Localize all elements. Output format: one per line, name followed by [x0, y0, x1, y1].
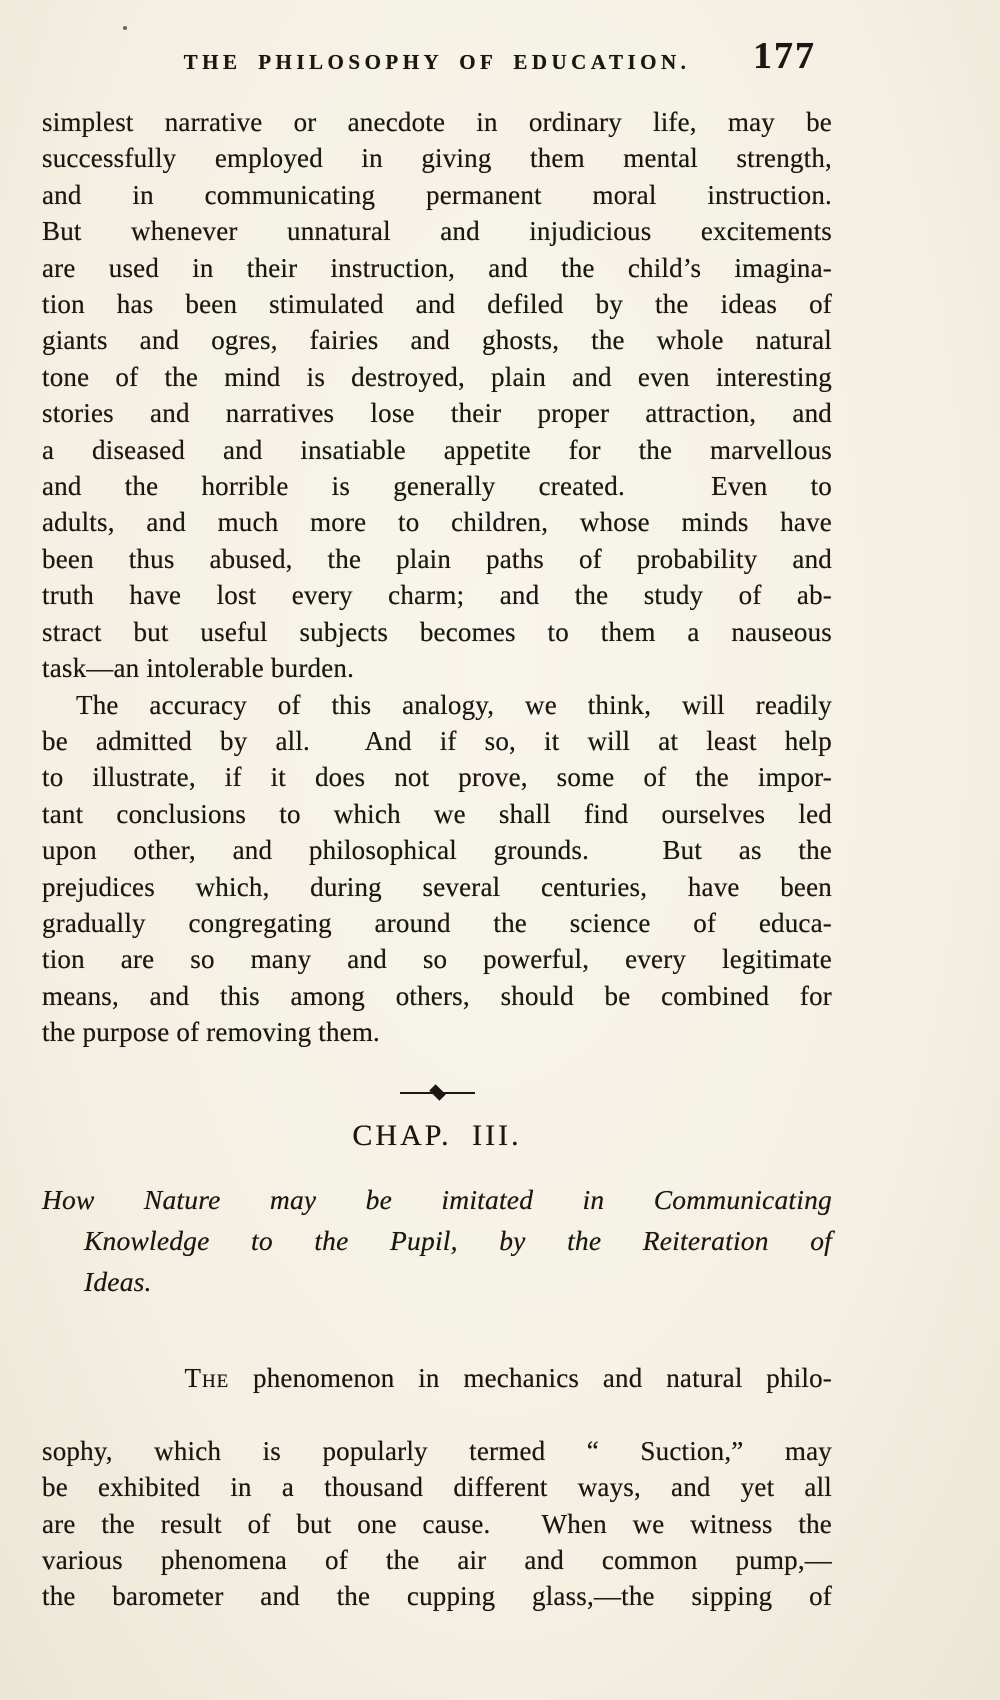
- chapter-heading: CHAP. III.: [352, 1118, 522, 1152]
- paragraph-1: [42, 104, 832, 687]
- paragraph-3: [42, 1324, 832, 1615]
- text-line: The accuracy of this analogy, we think, will readily: [76, 689, 832, 720]
- text-line: a diseased and insatiable appetite for the marvellous: [42, 434, 832, 465]
- text-line: means, and this among others, should be combined for: [42, 980, 832, 1011]
- chapter-subtitle: [42, 1179, 832, 1302]
- section-divider: [382, 1073, 492, 1113]
- text-line: been thus abused, the plain paths of probability and: [42, 543, 832, 574]
- lead-word: The: [184, 1362, 230, 1393]
- text-line: are the result of but one cause. When we witness the: [42, 1508, 832, 1539]
- diamond-rule-icon: [429, 1084, 446, 1101]
- text-line: be exhibited in a thousand different ways, and yet all: [42, 1472, 832, 1503]
- text-line: successfully employed in giving them mental strength,: [42, 143, 832, 174]
- text-line: be admitted by all. And if so, it will at least help: [42, 725, 832, 756]
- subtitle-line: Ideas.: [84, 1265, 152, 1297]
- running-header: [42, 35, 832, 86]
- text-line: adults, and much more to children, whose minds have: [42, 507, 832, 538]
- text-line: and the horrible is generally created. Even to: [42, 471, 832, 502]
- page-number: 177: [753, 35, 816, 77]
- text-line: upon other, and philosophical grounds. But as the: [42, 835, 832, 866]
- paragraph-3-continuation: [42, 1433, 832, 1615]
- text-line: giants and ogres, fairies and ghosts, the whole natural: [42, 325, 832, 356]
- text-line: prejudices which, during several centuries, have been: [42, 871, 832, 902]
- text-line: But whenever unnatural and injudicious excitements: [42, 216, 832, 247]
- text-line: stract but useful subjects becomes to them a nauseous: [42, 616, 832, 647]
- text-line: to illustrate, if it does not prove, some of the impor-: [42, 762, 832, 793]
- text-line: tone of the mind is destroyed, plain and even interesting: [42, 361, 832, 392]
- text-line: task—an intolerable burden.: [42, 653, 355, 684]
- text-line: and in communicating permanent moral instruction.: [42, 179, 832, 210]
- text-line: gradually congregating around the science of educa-: [42, 907, 832, 938]
- text-line: tant conclusions to which we shall find ourselves led: [42, 798, 832, 829]
- text-line: tion has been stimulated and defiled by the ideas of: [42, 289, 832, 320]
- text-line: are used in their instruction, and the child’s imagina-: [42, 252, 832, 283]
- paragraph-3-first-line: [42, 1324, 832, 1433]
- text-line: stories and narratives lose their proper attraction, and: [42, 398, 832, 429]
- scan-speck: [123, 26, 127, 30]
- header-title: THE PHILOSOPHY OF EDUCATION.: [183, 50, 691, 74]
- text-line: simplest narrative or anecdote in ordinary life, may be: [42, 107, 832, 137]
- paragraph-2: [42, 687, 832, 1051]
- rule-left: [400, 1092, 434, 1094]
- subtitle-line: How Nature may be imitated in Communicating: [42, 1183, 832, 1215]
- text-line: the barometer and the cupping glass,—the sipping of: [42, 1581, 832, 1612]
- subtitle-line: Knowledge to the Pupil, by the Reiteration of: [84, 1224, 832, 1256]
- text-line: various phenomena of the air and common pump,—: [42, 1545, 832, 1575]
- first-line-rest: phenomenon in mechanics and natural philo-: [229, 1362, 832, 1393]
- text-line: sophy, which is popularly termed “ Suction,” may: [42, 1435, 832, 1466]
- text-line: tion are so many and so powerful, every legitimate: [42, 944, 832, 975]
- text-line: truth have lost every charm; and the study of ab-: [42, 580, 832, 611]
- text-line: the purpose of removing them.: [42, 1017, 380, 1048]
